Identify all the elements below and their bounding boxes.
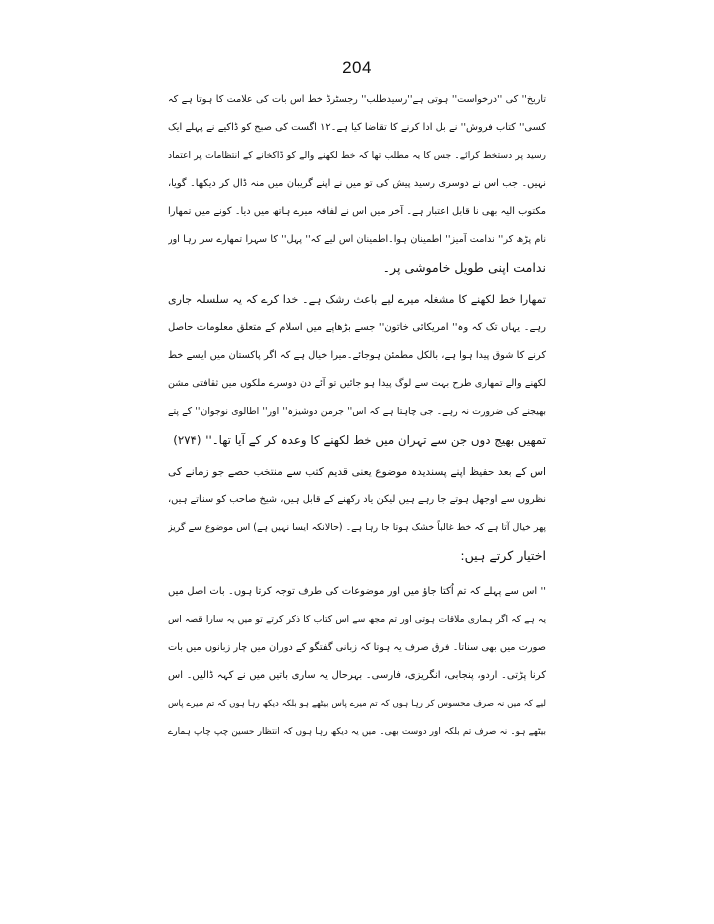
body-text: [168, 86, 546, 746]
text-line: رہے۔ یہاں تک کہ وہ'' امریکائی خاتون'' جسے بڑھاپے میں اسلام کے متعلق معلومات حاصل: [168, 322, 546, 333]
text-line: لکھنے والے تمھاری طرح بہت سے لوگ پیدا ہو جائیں تو آئے دن دوسرے ملکوں میں ثقافتی مشن: [168, 378, 546, 389]
text-line: کرنے کا شوق پیدا ہوا ہے، بالکل مطمئن ہوجائے۔میرا خیال ہے کہ اگر پاکستان میں ایسے خط: [168, 350, 546, 361]
text-line: کسی'' کتاب فروش'' نے بل ادا کرنے کا تقاضا کیا ہے۔۱۲ اگست کی صبح کو ڈاکیے نے پہلے ایک: [168, 122, 546, 133]
text-line: تمھارا خط لکھنے کا مشغلہ میرے لیے باعث رشک ہے۔ خدا کرے کہ یہ سلسلہ جاری: [168, 293, 546, 306]
text-line: بیٹھے ہو۔ نہ صرف تم بلکہ اور دوست بھی۔ میں یہ دیکھ رہا ہوں کہ انتظار حسین چپ چاپ ہمارے: [168, 727, 546, 737]
page-number: 204: [342, 58, 372, 77]
text-line: اختیار کرتے ہیں:: [460, 548, 546, 563]
text-line: نام پڑھ کر'' ندامت آمیز'' اطمینان ہوا۔اطمینان اس لیے کہ'' پہل'' کا سہرا تمھارے سر رہا اور: [168, 234, 546, 245]
text-line: پھر خیال آتا ہے کہ خط غالباً خشک ہوتا جا رہا ہے۔ (حالانکہ ایسا نہیں ہے) اس موضوع سے گریز: [168, 522, 546, 533]
text-line: تاریخ'' کی ''درخواست'' ہوتی ہے''رسیدطلب'' رجسٹرڈ خط اس بات کی علامت کا ہوتا ہے کہ: [168, 94, 546, 105]
text-line: '' اس سے پہلے کہ تم اُکتا جاؤ میں اور موضوعات کی طرف توجہ کرتا ہوں۔ بات اصل میں: [168, 586, 546, 597]
text-line: تمھیں بھیج دوں جن سے تہران میں خط لکھنے کا وعدہ کر کے آیا تھا۔'' (۲۷۴): [173, 433, 546, 447]
text-line: نظروں سے اوجھل ہوتے جا رہے ہیں لیکن یاد رکھنے کے قابل ہیں، شیخ صاحب کو سناتے ہیں،: [168, 494, 546, 505]
text-line: لیے کہ میں نہ صرف محسوس کر رہا ہوں کہ تم میرے پاس بیٹھے ہو بلکہ دیکھ رہا ہوں کہ تم میرے پاس: [168, 699, 546, 709]
text-line: کرنا پڑتی۔ اردو، پنجابی، انگریزی، فارسی۔ بہرحال یہ ساری باتیں میں نے کہہ ڈالیں۔ اس: [168, 670, 546, 681]
text-line: مکتوب الیہ بھی نا قابل اعتبار ہے۔ آخر میں اس نے لفافہ میرے ہاتھ میں دیا۔ کونے میں تمھارا: [168, 206, 546, 217]
text-line: بھیجنے کی ضرورت نہ رہے۔ جی چاہتا ہے کہ اس'' جرمن دوشیزہ'' اور'' اطالوی نوجوان'' کے پتے: [168, 406, 546, 417]
text-line: نہیں۔ جب اس نے دوسری رسید پیش کی تو میں نے اپنے گریبان میں منہ ڈال کر دیکھا۔ گویا،: [168, 178, 546, 189]
text-line: یہ ہے کہ اگر ہماری ملاقات ہوتی اور تم مجھ سے اس کتاب کا ذکر کرتے تو میں یہ سارا قصہ اس: [168, 614, 546, 625]
text-line: رسید پر دستخط کرائے۔ جس کا یہ مطلب تھا کہ خط لکھنے والے کو ڈاکخانے کے انتظامات پر اعتماد: [168, 150, 546, 161]
text-line: ندامت اپنی طویل خاموشی پر۔: [382, 260, 546, 275]
text-line: صورت میں بھی سناتا۔ فرق صرف یہ ہوتا کہ زبانی گفتگو کے دوران میں چار زبانوں میں بات: [168, 642, 546, 653]
text-line: اس کے بعد حفیظ اپنے پسندیدہ موضوع یعنی قدیم کتب سے منتخب حصے جو زمانے کی: [168, 466, 546, 478]
